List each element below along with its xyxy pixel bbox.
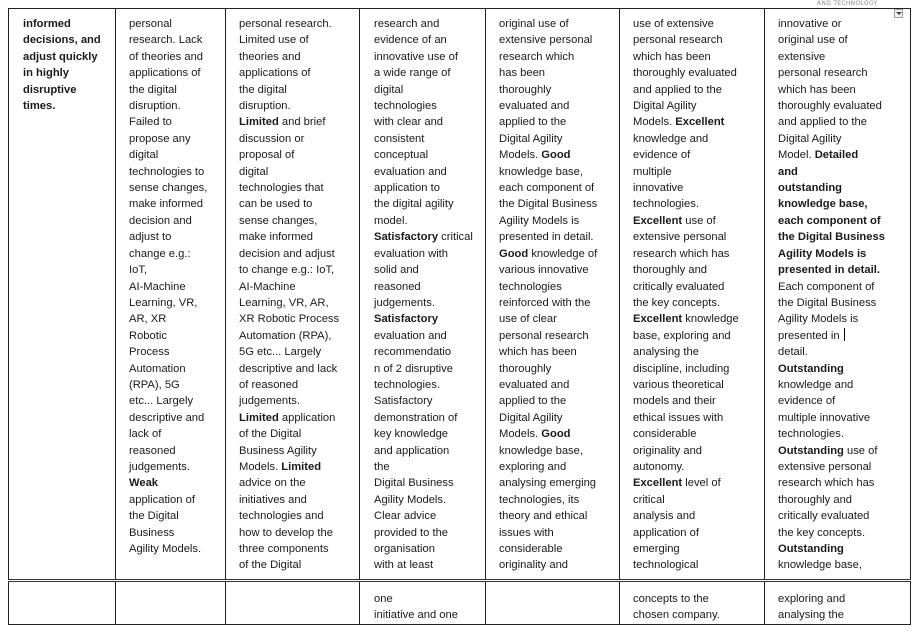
continuation-cell [360,581,486,625]
grade-text-fail[interactable] [116,9,225,557]
cell-text: knowledge and evidence of multiple innovative technologies. [778,378,871,441]
continuation-cell [765,581,911,625]
cell-text-bold: informed decisions, and adjust quickly in highly disruptive times. [23,18,101,113]
cell-text-bold: Detailed and outstanding knowledge base, each component of the Digital Business Agility Models is presented in detail. [778,149,885,277]
cell-text-bold: Weak [129,477,159,490]
cell-text-bold: Good [499,247,529,260]
cell-text-bold: Outstanding [778,444,844,457]
continuation-text[interactable] [765,582,910,624]
cell-text: advice on the initiatives and technologies and how to develop the three components of the Digital [239,477,333,572]
cell-text: use of extensive personal research which has been thoroughly evaluated and applied to the Digital Agility Models. [633,18,737,129]
grade-text-limited[interactable] [226,9,359,574]
cell-text: knowledge base, [778,559,862,572]
continuation-cell [620,581,765,625]
continuation-text[interactable] [116,582,225,591]
criterion-cell [9,9,116,581]
cell-text: research and evidence of an innovative use of a wide range of digital technologies with clear and consistent conceptual evaluation and application to the digital agility model. [374,18,458,227]
continuation-cell [226,581,360,625]
rubric-row-main [9,9,911,581]
institution-logo-text: AND TECHNOLOGY [817,0,878,7]
grade-cell-good [486,9,620,581]
cell-text: evaluation and recommendatio n of 2 disruptive technologies. Satisfactory demonstration of key knowledge and application the Digital Business Agility Models. Clear advice provided to the organisation with at least [374,329,458,572]
cell-text-bold: Limited [239,411,279,424]
cell-text: application of the Digital Business Agility Models. [129,493,202,555]
cell-text: application of the Digital Business Agility Models. [239,411,336,473]
grade-text-satisfactory[interactable] [360,9,485,574]
cell-text-bold: Outstanding [778,362,844,375]
continuation-cell [486,581,620,625]
grade-cell-satisfactory [360,9,486,581]
criterion-text[interactable] [9,9,115,114]
continuation-text[interactable] [620,582,764,624]
cell-text-bold: Limited [239,116,279,129]
cell-text: detail. [778,346,808,359]
cell-text: Each component of the Digital Business Agility Models is presented in [778,280,877,342]
cell-text: personal research. Limited use of theories and applications of the digital disruption. [239,18,332,113]
cell-text-bold: Good [541,149,571,162]
cell-text: knowledge of various innovative technologies reinforced with the use of clear personal research which has been thoroughly evaluated and applied to the Digital Agility Models. [499,247,598,441]
grade-text-outstanding[interactable] [765,9,910,574]
cell-text: use of extensive personal research which has thoroughly and critically evaluated the key concepts. [633,214,730,309]
continuation-text[interactable] [226,582,359,591]
cell-text: use of extensive personal research which has thoroughly and critically evaluated the key concepts. [778,444,878,539]
cell-text: innovative or original use of extensive personal research which has been thoroughly evaluated and applied to the Digital Agility Model. [778,18,882,162]
cell-text-bold: Good [541,428,571,441]
cell-text: original use of extensive personal research which has been thoroughly evaluated and applied to the Digital Agility Models. [499,18,593,162]
cell-text-bold: Excellent [633,477,683,490]
cell-text-bold: Satisfactory [374,313,439,326]
cell-text-bold: Outstanding [778,543,844,555]
cell-text: critical evaluation with solid and reasoned judgements. [374,231,473,309]
grade-cell-excellent [620,9,765,581]
cell-text: knowledge and evidence of multiple innovative technologies. [633,132,709,211]
continuation-text[interactable] [486,582,619,591]
grade-text-excellent[interactable] [620,9,764,574]
continuation-text[interactable] [9,582,115,591]
cell-text-bold: Excellent [675,116,725,129]
cell-text: exploring and analysing the [778,593,846,622]
text-cursor [844,328,845,341]
cell-text: knowledge base, exploring and analysing emerging technologies, its theory and ethical issues with considerable originality and [499,444,597,572]
cell-text: level of critical analysis and application of emerging technological [633,477,721,572]
cell-text: concepts to the chosen company. [633,593,720,622]
cell-text: personal research. Lack of theories and applications of the digital disruption. Failed to propose any digital technologies to sense changes, make informed decision and adjust to change e.g.: IoT, AI-Machine Learning, VR, AR, XR Robotic Process Automation (RPA), 5G etc... Largely descriptive and lack of reasoned judgements. [129,18,208,473]
rubric-row-continuation [9,581,911,625]
continuation-cell [116,581,226,625]
cell-text-bold: Excellent [633,214,683,227]
cell-text: knowledge base, exploring and analysing the discipline, including various theoretical models and their ethical issues with considerable originality and autonomy. [633,313,739,473]
cell-text: knowledge base, each component of the Digital Business Agility Models is presented in detail. [499,165,598,244]
cell-text-bold: Satisfactory [374,231,439,244]
grade-text-good[interactable] [486,9,619,574]
grade-cell-limited [226,9,360,581]
cell-text-bold: Excellent [633,313,683,326]
cell-text: one initiative and one [374,593,458,622]
grade-cell-fail [116,9,226,581]
continuation-cell [9,581,116,625]
rubric-table [8,8,911,625]
grade-cell-outstanding [765,9,911,581]
continuation-text[interactable] [360,582,485,624]
cell-text-bold: Limited [281,460,322,473]
cell-text: and brief discussion or proposal of digital technologies that can be used to sense changes, make informed decision and adjust to change e.g.: IoT, AI-Machine Learning, VR, AR, XR Robotic Process Automation (RPA), 5G etc... Largely descriptive and lack of reasoned judgements. [239,116,340,408]
